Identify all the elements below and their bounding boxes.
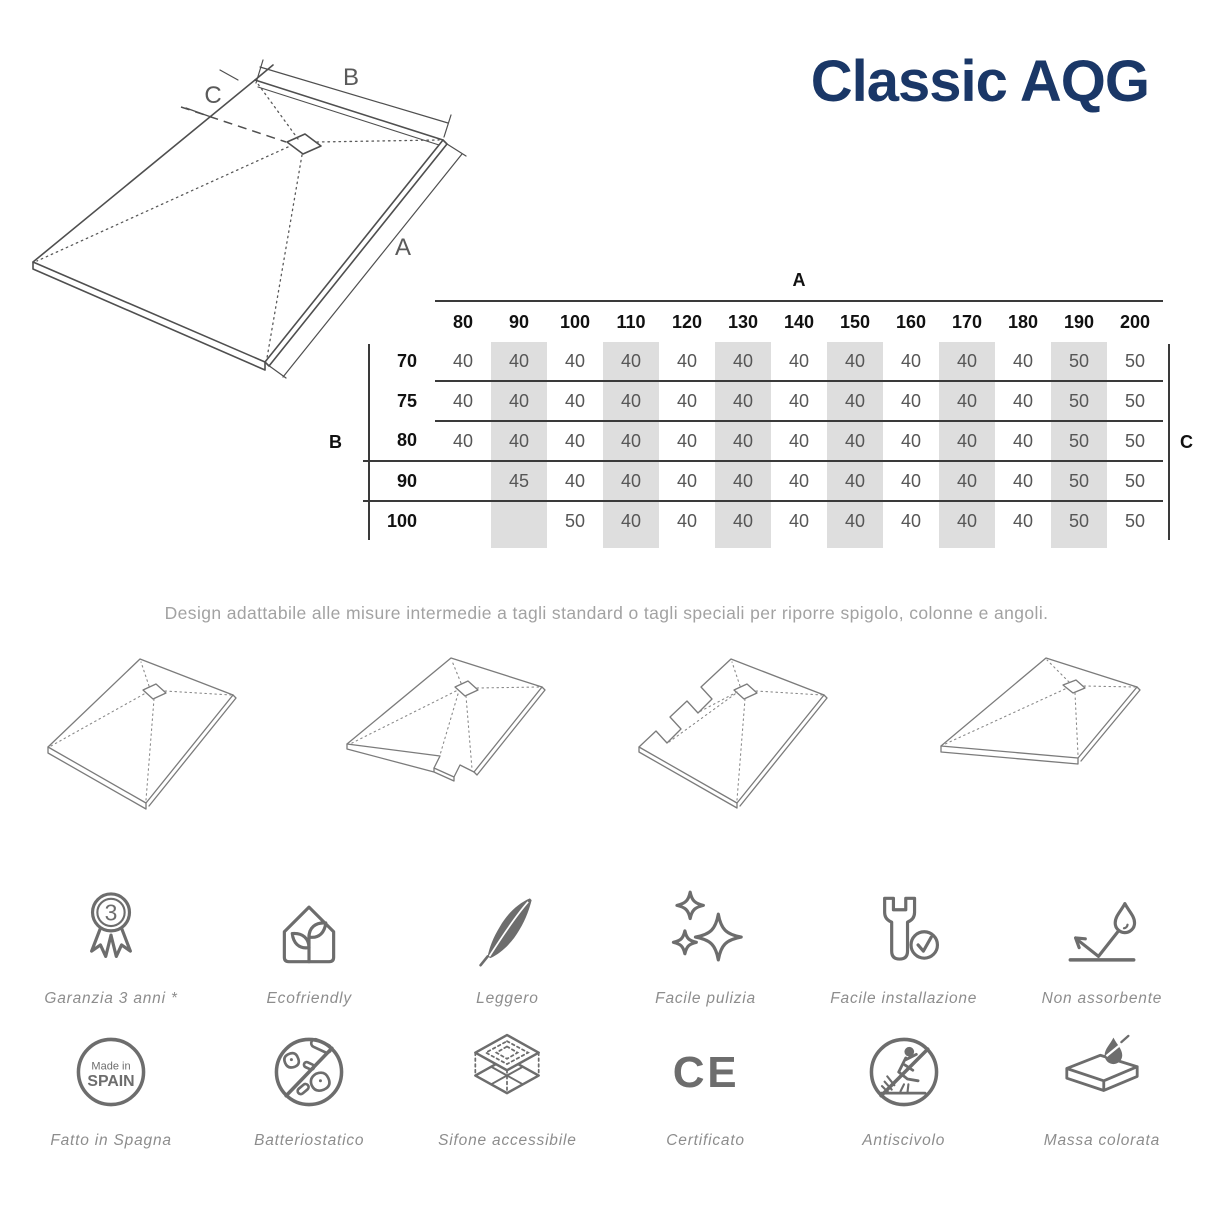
tray-thickness-left	[33, 262, 265, 370]
table-row	[363, 342, 1163, 381]
feature-grid	[0, 880, 1213, 1164]
table-cell: 40	[715, 461, 771, 501]
table-row-label: 75	[396, 390, 417, 411]
feature-label: Facile pulizia	[655, 990, 756, 1007]
table-cell: 50	[1051, 342, 1107, 381]
table-cell: 40	[603, 381, 659, 421]
tray-notch-bottom-icon	[324, 645, 594, 815]
feature-label: Sifone accessibile	[438, 1132, 577, 1149]
table-col-header: 190	[1063, 311, 1095, 332]
table-cell: 40	[676, 350, 698, 371]
no-bacteria-icon	[265, 1022, 353, 1122]
table-cell: 40	[827, 501, 883, 540]
table-cell: 50	[547, 501, 603, 540]
ce-mark-icon	[662, 1022, 750, 1122]
table-cell: 40	[827, 461, 883, 501]
table-row-label: 80	[396, 430, 417, 450]
table-col-header: 140	[783, 311, 815, 332]
table-col-header: 180	[1007, 311, 1039, 332]
table-row	[363, 381, 1163, 421]
feature-item	[805, 1022, 1003, 1164]
size-table-head-row	[363, 302, 1163, 342]
feature-item	[607, 1022, 805, 1164]
table-cell	[435, 501, 491, 540]
table-cell: 40	[547, 421, 603, 461]
feature-item	[210, 1022, 408, 1164]
table-cell: 40	[995, 501, 1051, 540]
table-col-header: 150	[839, 311, 871, 332]
table-cell: 40	[939, 342, 995, 381]
feature-label: Garanzia 3 anni *	[44, 990, 178, 1007]
table-cell: 40	[939, 501, 995, 540]
table-cell	[435, 461, 491, 501]
table-row	[363, 501, 1163, 540]
tray-standard-icon	[28, 645, 298, 815]
slope-line	[267, 155, 302, 358]
drain-square	[287, 134, 321, 154]
table-cell: 40	[883, 421, 939, 461]
sparkles-icon	[662, 880, 750, 980]
table-cell: 40	[939, 421, 995, 461]
table-spacer-row	[363, 540, 1163, 548]
table-cell: 40	[715, 381, 771, 421]
rim-inner-line	[258, 87, 439, 145]
table-cell: 40	[995, 421, 1051, 461]
feature-label: Massa colorata	[1043, 1132, 1161, 1149]
dim-label-b: B	[342, 64, 360, 91]
page-title: Classic AQG	[810, 49, 1149, 114]
table-row	[363, 461, 1163, 501]
table-col-header: 120	[671, 311, 703, 332]
table-cell: 50	[1107, 381, 1163, 421]
table-cell: 50	[1124, 350, 1146, 371]
table-cell: 50	[1051, 381, 1107, 421]
eco-house-icon	[265, 880, 353, 980]
table-cell: 40	[771, 381, 827, 421]
feature-label: Non assorbente	[1041, 990, 1163, 1007]
table-cell: 40	[771, 421, 827, 461]
table-cell: 40	[603, 461, 659, 501]
feature-item	[1003, 880, 1201, 1022]
table-cell: 40	[659, 461, 715, 501]
table-axis-a: A	[435, 268, 1163, 302]
feature-item	[607, 880, 805, 1022]
table-cell: 40	[883, 501, 939, 540]
feature-item	[12, 1022, 210, 1164]
table-cell: 50	[1107, 461, 1163, 501]
table-cell	[491, 501, 547, 540]
table-cell: 40	[939, 381, 995, 421]
table-cell: 40	[547, 461, 603, 501]
feature-item	[408, 1022, 606, 1164]
feature-label: Facile installazione	[830, 990, 978, 1007]
slope-line	[317, 140, 439, 142]
feature-item	[805, 880, 1003, 1022]
feature-label: Ecofriendly	[266, 990, 352, 1007]
table-cell: 40	[715, 342, 771, 381]
caption: Design adattabile alle misure intermedie a tagli standard o tagli speciali per riporre spigolo, colonne e angoli.	[164, 603, 1049, 623]
table-cell: 45	[491, 461, 547, 501]
colored-mass-icon	[1058, 1022, 1146, 1122]
table-cell: 40	[995, 381, 1051, 421]
table-cell: 40	[939, 461, 995, 501]
table-row-label: 70	[396, 351, 417, 371]
table-cell: 40	[771, 501, 827, 540]
table-col-header: 90	[508, 311, 530, 332]
spain-badge-line1: Made in	[91, 1060, 131, 1073]
table-cell: 50	[1051, 421, 1107, 461]
table-cell: 40	[603, 501, 659, 540]
table-cell: 40	[659, 501, 715, 540]
table-axis-b: B	[329, 432, 342, 452]
table-col-header: 100	[559, 311, 591, 332]
feature-label: Batteriostatico	[254, 1132, 365, 1149]
feature-item	[1003, 1022, 1201, 1164]
table-col-header: 170	[951, 311, 983, 332]
table-cell: 40	[900, 350, 922, 371]
slope-line	[37, 147, 288, 261]
table-cell: 40	[827, 381, 883, 421]
table-cell: 40	[491, 381, 547, 421]
table-cell: 40	[771, 461, 827, 501]
table-cell: 40	[883, 381, 939, 421]
table-col-header: 160	[895, 311, 927, 332]
dim-label-c: C	[204, 82, 222, 109]
table-cell: 40	[659, 381, 715, 421]
size-table-body	[363, 342, 1163, 548]
table-cell: 40	[995, 461, 1051, 501]
ce-text: CE	[672, 1047, 739, 1097]
table-cell: 40	[491, 421, 547, 461]
table-cell: 40	[788, 350, 810, 371]
feather-icon	[463, 880, 551, 980]
medal-number: 3	[104, 899, 118, 926]
table-row-label: 90	[363, 461, 435, 501]
feature-label: Leggero	[476, 990, 539, 1007]
table-cell: 40	[883, 461, 939, 501]
feature-item	[210, 880, 408, 1022]
dim-label-a: A	[394, 234, 412, 261]
table-cell: 40	[603, 421, 659, 461]
table-cell: 40	[547, 381, 603, 421]
axis-line-c	[1168, 344, 1170, 540]
table-cell: 40	[564, 350, 586, 371]
spain-badge-line2: SPAIN	[87, 1073, 135, 1091]
table-cell: 40	[659, 421, 715, 461]
wrench-check-icon	[860, 880, 948, 980]
axis-line-b	[368, 344, 370, 540]
table-col-header: 130	[727, 311, 759, 332]
table-cell: 40	[715, 501, 771, 540]
table-cell: 40	[603, 342, 659, 381]
table-cell: 40	[1012, 350, 1034, 371]
table-cell: 40	[452, 350, 474, 371]
table-cell: 50	[1051, 501, 1107, 540]
tray-slanted-icon	[915, 645, 1185, 815]
feature-item	[12, 880, 210, 1022]
tray-double-step-icon	[619, 645, 889, 815]
tray-variants-row	[0, 645, 1213, 815]
table-cell: 50	[1107, 421, 1163, 461]
feature-label: Antiscivolo	[862, 1132, 946, 1149]
table-row-label: 100	[363, 501, 435, 540]
accessible-drain-icon	[463, 1022, 551, 1122]
table-row	[363, 421, 1163, 461]
table-cell: 50	[1051, 461, 1107, 501]
table-col-header: 80	[452, 311, 474, 332]
table-cell: 40	[715, 421, 771, 461]
medal-3-years-icon	[67, 880, 155, 980]
water-repel-icon	[1058, 880, 1146, 980]
table-cell: 40	[435, 381, 491, 421]
no-slip-icon	[860, 1022, 948, 1122]
feature-item	[408, 880, 606, 1022]
table-corner	[363, 302, 435, 342]
table-col-header: 200	[1119, 311, 1151, 332]
feature-label: Certificato	[666, 1132, 745, 1149]
made-in-spain-icon	[67, 1022, 155, 1122]
table-axis-c: C	[1180, 432, 1193, 452]
table-cell: 40	[491, 342, 547, 381]
table-cell: 50	[1107, 501, 1163, 540]
size-table	[363, 302, 1163, 548]
feature-label: Fatto in Spagna	[50, 1132, 172, 1149]
size-table-section	[329, 268, 1193, 548]
table-cell: 40	[827, 342, 883, 381]
table-cell: 40	[435, 421, 491, 461]
table-col-header: 110	[616, 311, 646, 332]
table-cell: 40	[827, 421, 883, 461]
